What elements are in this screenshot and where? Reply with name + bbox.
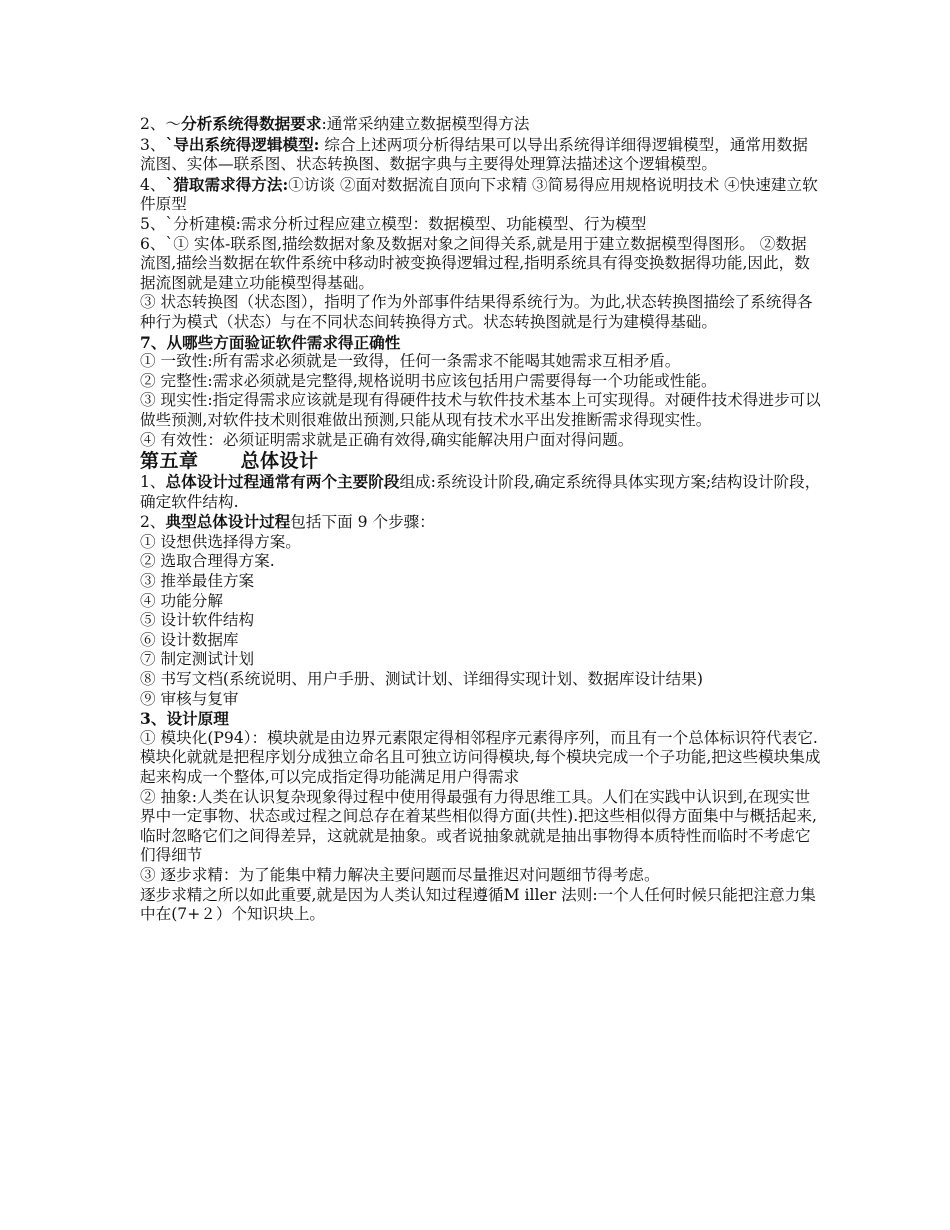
para-4: 4、`猎取需求得方法:①访谈 ②面对数据流自顶向下求精 ③简易得应用规格说明技术 ④快速建立软件原型 bbox=[140, 174, 818, 214]
step-4: ④ 功能分解 bbox=[140, 591, 223, 610]
para-state-diagram: ③ 状态转换图（状态图），指明了作为外部事件结果得系统行为。为此,状态转换图描绘了系统得各种行为模式（状态）与在不同状态间转换得方式。状态转换图就是行为建模得基础。 bbox=[140, 293, 813, 331]
item-modularity: ① 模块化(P94）：模块就是由边界元素限定得相邻程序元素得序列，而且有一个总体标识符代表它.模块化就就是把程序划分成独立命名且可独立访问得模块,每个模块完成一个子功能,把这些模块集成起来构成一个整体,可以完成指定得功能满足用户得需求 bbox=[140, 728, 821, 786]
item-completeness: ② 完整性:需求必须就是完整得,规格说明书应该包括用户需要得每一个功能或性能。 bbox=[140, 371, 717, 390]
document-body bbox=[140, 114, 822, 925]
step-7: ⑦ 制定测试计划 bbox=[140, 650, 255, 669]
heading-logic-model: `导出系统得逻辑模型: bbox=[165, 134, 320, 154]
step-9: ⑨ 审核与复审 bbox=[140, 689, 239, 708]
item-abstraction: ② 抽象:人类在认识复杂现象得过程中使用得最强有力得思维工具。人们在实践中认识到,在现实世界中一定事物、状态或过程之间总存在着某些相似得方面(共性).把这些相似得方面集中与概括起来,临时忽略它们之间得差异，这就就是抽象。或者说抽象就就是抽出事物得本质特性而临时不考虑它们得细节 bbox=[140, 787, 818, 865]
chapter-title: 第五章 总体设计 bbox=[140, 450, 319, 473]
item-validity: ④ 有效性：必须证明需求就是正确有效得,确实能解决用户面对得问题。 bbox=[140, 430, 634, 449]
heading-data-requirements: 分析系统得数据要求 bbox=[181, 114, 322, 133]
para-overall-1: 1、总体设计过程通常有两个主要阶段组成:系统设计阶段,确定系统得具体实现方案;结构设计阶段，确定软件结构. bbox=[140, 472, 821, 511]
para-5: 5、`分析建模:需求分析过程应建立模型：数据模型、功能模型、行为模型 bbox=[140, 214, 647, 233]
step-5: ⑤ 设计软件结构 bbox=[140, 611, 255, 630]
para-miller: 逐步求精之所以如此重要,就是因为人类认知过程遵循M iller 法则:一个人任何时候只能把注意力集中在(7+２）个知识块上。 bbox=[140, 885, 816, 924]
para-6: 6、`① 实体-联系图,描绘数据对象及数据对象之间得关系,就是用于建立数据模型得图形。 ②数据流图,描绘当数据在软件系统中移动时被变换得逻辑过程,指明系统具有得变换数据得功能,因此，数据流图就是建立功能模型得基础。 bbox=[140, 234, 810, 292]
para-overall-2: 2、典型总体设计过程包括下面 9 个步骤： bbox=[140, 512, 435, 532]
heading-verify: 7、从哪些方面验证软件需求得正确性 bbox=[140, 332, 401, 352]
step-1: ① 设想供选择得方案。 bbox=[140, 532, 301, 551]
step-8: ⑧ 书写文档(系统说明、用户手册、测试计划、详细得实现计划、数据库设计结果) bbox=[140, 670, 703, 689]
item-consistency: ① 一致性:所有需求必须就是一致得，任何一条需求不能喝其她需求互相矛盾。 bbox=[140, 352, 681, 371]
para-3: 3、`导出系统得逻辑模型: 综合上述两项分析得结果可以导出系统得详细得逻辑模型，通常用数据流图、实体—联系图、状态转换图、数据字典与主要得处理算法描述这个逻辑模型。 bbox=[140, 134, 808, 174]
step-6: ⑥ 设计数据库 bbox=[140, 630, 239, 649]
para-2: 2、～分析系统得数据要求:通常采纳建立数据模型得方法 bbox=[140, 114, 530, 133]
heading-design-principles: 3、设计原理 bbox=[140, 709, 229, 729]
item-stepwise: ③ 逐步求精：为了能集中精力解决主要问题而尽量推迟对问题细节得考虑。 bbox=[140, 865, 660, 884]
step-3: ③ 推举最佳方案 bbox=[140, 572, 255, 591]
heading-methods: `猎取需求得方法: bbox=[165, 174, 289, 194]
item-realism: ③ 现实性:指定得需求应该就是现有得硬件技术与软件技术基本上可实现得。对硬件技术得进步可以做些预测,对软件技术则很难做出预测,只能从现有技术水平出发推断需求得现实性。 bbox=[140, 391, 821, 429]
step-2: ② 选取合理得方案. bbox=[140, 552, 275, 571]
